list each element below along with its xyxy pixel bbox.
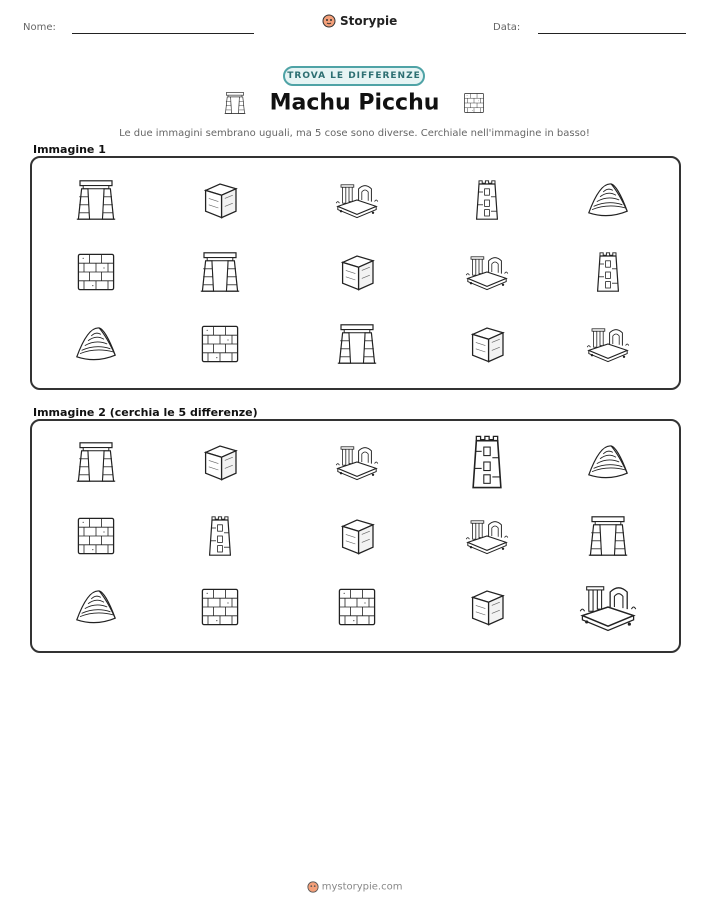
gate-icon[interactable]	[584, 512, 632, 560]
stone-block-icon[interactable]	[196, 438, 244, 486]
tower-icon	[463, 176, 511, 224]
activity-badge: TROVA LE DIFFERENZE	[283, 66, 425, 86]
storypie-mascot-icon	[322, 14, 336, 28]
brick-wall-icon[interactable]	[196, 583, 244, 631]
brick-wall-icon	[196, 320, 244, 368]
brick-wall-icon[interactable]	[333, 583, 381, 631]
ruins-icon[interactable]	[463, 512, 511, 560]
brick-wall-icon	[461, 90, 487, 116]
stone-block-icon[interactable]	[333, 512, 381, 560]
gate-icon	[222, 90, 248, 116]
brick-wall-icon[interactable]	[72, 512, 120, 560]
tower-icon	[584, 248, 632, 296]
gate-icon[interactable]	[72, 438, 120, 486]
mountain-icon[interactable]	[72, 583, 120, 631]
brand-logo	[322, 14, 397, 28]
page-title	[0, 90, 709, 116]
title-text: Machu Picchu	[269, 90, 440, 116]
mountain-icon[interactable]	[584, 438, 632, 486]
ruins-icon	[463, 248, 511, 296]
gate-icon	[196, 248, 244, 296]
gate-icon	[333, 320, 381, 368]
tower-icon[interactable]	[196, 512, 244, 560]
name-label: Nome:	[23, 22, 56, 33]
date-line[interactable]	[538, 33, 686, 34]
image1-label: Immagine 1	[33, 143, 106, 156]
stone-block-icon	[196, 176, 244, 224]
image2-label: Immagine 2 (cerchia le 5 differenze)	[33, 406, 258, 419]
brick-wall-icon	[72, 248, 120, 296]
date-label: Data:	[493, 22, 521, 33]
stone-block-icon	[463, 320, 511, 368]
ruins-icon[interactable]	[333, 438, 381, 486]
storypie-mascot-icon	[307, 881, 319, 893]
name-line[interactable]	[72, 33, 254, 34]
tower-icon[interactable]	[455, 430, 519, 494]
stone-block-icon	[333, 248, 381, 296]
footer-url: mystorypie.com	[321, 881, 403, 893]
ruins-icon[interactable]	[576, 575, 640, 639]
brand-name: Storypie	[340, 14, 398, 28]
ruins-icon	[333, 176, 381, 224]
mountain-icon	[72, 320, 120, 368]
ruins-icon	[584, 320, 632, 368]
instructions: Le due immagini sembrano uguali, ma 5 cose sono diverse. Cerchiale nell'immagine in basso!	[119, 128, 590, 139]
stone-block-icon[interactable]	[463, 583, 511, 631]
footer	[0, 881, 709, 893]
mountain-icon	[584, 176, 632, 224]
gate-icon	[72, 176, 120, 224]
